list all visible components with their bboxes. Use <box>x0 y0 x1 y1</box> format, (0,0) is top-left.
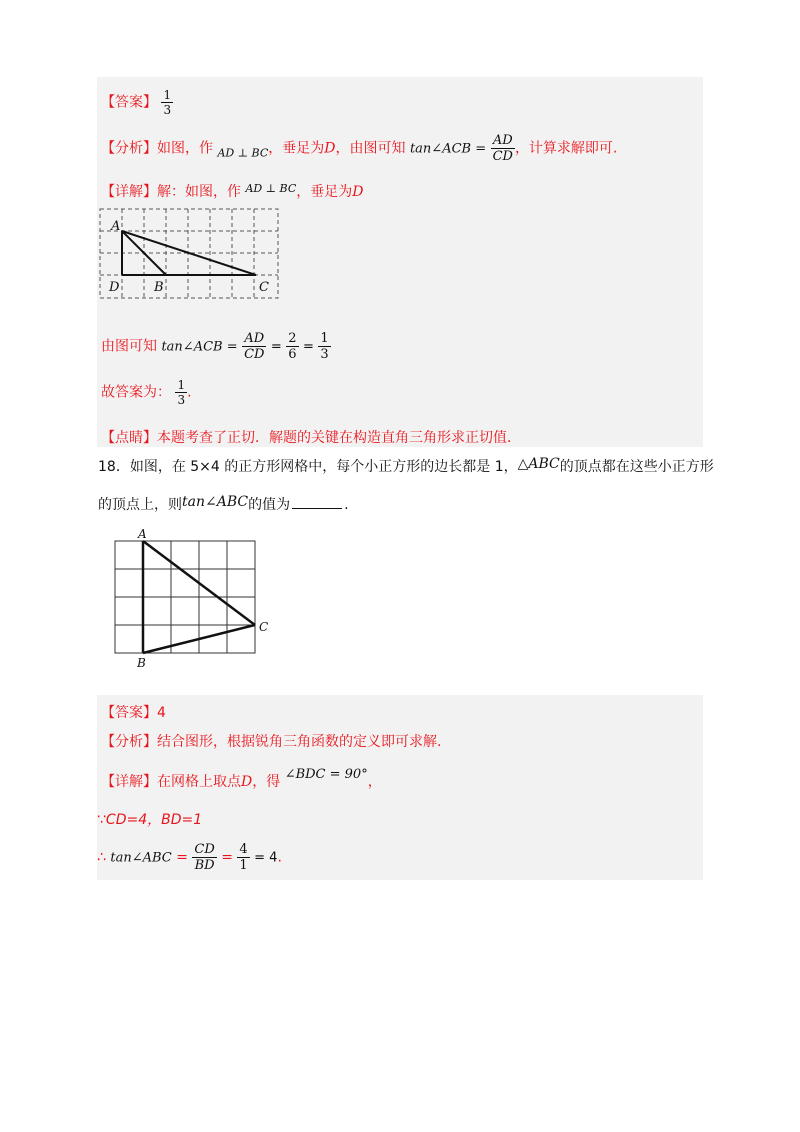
prev-grid-figure <box>99 208 281 302</box>
angle-bdc: ∠BDC = 90° <box>284 767 368 782</box>
tan-abc: tan∠ABC <box>182 494 249 510</box>
perp-expression: AD ⊥ BC <box>217 146 269 160</box>
prev-detail-line: 【详解】解：如图，作 $^{AD \perp BC}$，垂足为D <box>101 182 364 200</box>
q18-because-line: ∵CD=4，BD=1 <box>97 812 203 828</box>
result-fraction: $\frac{1}{3}$ <box>177 378 186 407</box>
fraction-1-3: $\frac{1}{3}$ <box>320 331 329 362</box>
fraction-ad-cd: $\frac{AD}{CD}$ <box>244 331 265 362</box>
comment-tag: 【点睛】 <box>101 430 157 446</box>
label-C: C <box>259 280 269 295</box>
fraction-2-6: $\frac{2}{6}$ <box>288 331 297 362</box>
tan-expression: tan∠ACB = <box>409 141 487 157</box>
answer-tag: 【答案】 <box>101 94 157 111</box>
label-B: B <box>137 656 146 670</box>
answer-value: 4 <box>157 705 166 721</box>
prev-result-line: 故答案为： $\frac{1}{3}$ . <box>101 378 192 407</box>
fraction-4-1: $\frac{4}{1}$ <box>239 842 248 873</box>
analysis-tag: 【分析】 <box>101 734 157 750</box>
prev-solution-panel <box>97 77 703 447</box>
prev-comment-line: 【点睛】本题考查了正切．解题的关键在构造直角三角形求正切值． <box>101 430 521 446</box>
tan-expression: tan∠ACB = <box>161 339 238 355</box>
q18-therefore-line: ∴ tan∠ABC = $\frac{CD}{BD}$ = $\frac{4}{1}$ = 4. <box>97 842 282 873</box>
q18-answer-line <box>101 702 166 722</box>
answer-fraction: $\frac{1}{3}$ <box>163 88 172 117</box>
tan-fraction: $\frac{AD}{CD}$ <box>492 133 513 164</box>
label-A: A <box>111 219 121 234</box>
q18-detail-line: 【详解】在网格上取点D，得 ∠BDC = 90°， <box>101 767 382 790</box>
q18-solution-panel <box>97 695 703 880</box>
question-18-line1: 18．如图，在 5×4 的正方形网格中，每个小正方形的边长都是 1，△ABC的顶点都在这些小正方形 <box>98 456 714 475</box>
fraction-cd-bd: $\frac{CD}{BD}$ <box>194 842 215 873</box>
because-symbol: ∵ <box>97 812 106 828</box>
label-C: C <box>259 620 269 634</box>
triangle-abc: △ABC <box>517 456 560 472</box>
answer-blank <box>292 508 342 509</box>
question-18-line2: 的顶点上，则tan∠ABC的值为 . <box>98 494 349 513</box>
prev-analysis-line: 【分析】如图，作 $_{AD \perp BC}$，垂足为D，由图可知 tan∠ACB = $\frac{AD}{CD}$ ，计算求解即可. <box>101 133 618 164</box>
label-A: A <box>138 527 147 541</box>
label-B: B <box>154 280 164 295</box>
prev-known-line: 由图可知 tan∠ACB = $\frac{AD}{CD}$ = $\frac{2}{6}$ = $\frac{1}{3}$ <box>101 331 329 362</box>
analysis-tag: 【分析】 <box>101 140 157 157</box>
perp-expression: AD ⊥ BC <box>245 182 297 195</box>
label-D: D <box>109 280 120 295</box>
prev-answer-line <box>101 89 173 116</box>
detail-tag: 【详解】 <box>101 774 157 790</box>
question-18-grid-figure <box>100 525 285 671</box>
detail-tag: 【详解】 <box>101 184 157 200</box>
therefore-symbol: ∴ <box>97 849 106 866</box>
answer-tag: 【答案】 <box>101 705 157 721</box>
q18-analysis-line: 【分析】结合图形，根据锐角三角函数的定义即可求解. <box>101 734 442 750</box>
